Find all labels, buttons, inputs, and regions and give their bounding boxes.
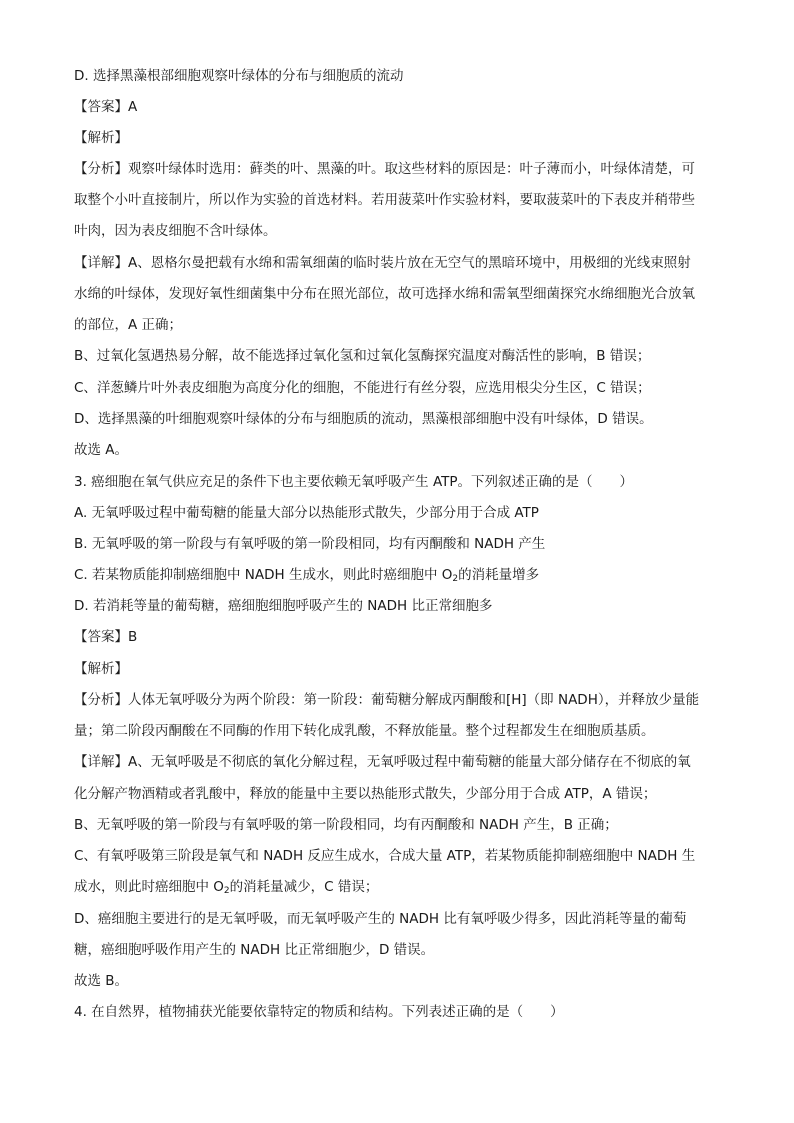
q2-xiangjie-line: 【详解】A、恩格尔曼把载有水绵和需氧细菌的临时装片放在无空气的黑暗环境中，用极细的光线束照射 [74, 255, 691, 271]
q3-analysis-heading: 【解析】 [74, 661, 128, 677]
q3-answer: 【答案】B [74, 629, 138, 645]
q2-option-d: D. 选择黑藻根部细胞观察叶绿体的分布与细胞质的流动 [74, 68, 404, 84]
q2-xiangjie-line: 水绵的叶绿体，发现好氧性细菌集中分布在照光部位，故可选择水绵和需氧型细菌探究水绵细胞光合放氧 [74, 286, 695, 302]
q3-option-a: A. 无氧呼吸过程中葡萄糖的能量大部分以热能形式散失，少部分用于合成 ATP [74, 505, 539, 521]
q3-xiangjie-line: 【详解】A、无氧呼吸是不彻底的氧化分解过程，无氧呼吸过程中葡萄糖的能量大部分储存在不彻底的氧 [74, 754, 691, 770]
q3-xiangjie-text: 的消耗量减少，C 错误； [229, 879, 379, 895]
q3-option-c [74, 565, 734, 589]
q3-xiangjie-line: 糖，癌细胞呼吸作用产生的 NADH 比正常细胞少，D 错误。 [74, 942, 435, 958]
q2-xiangjie-line: 的部位，A 正确； [74, 317, 183, 333]
subscript: 2 [452, 574, 459, 584]
q3-xiangjie-line [74, 877, 734, 901]
q3-fenxi-line: 量；第二阶段丙酮酸在不同酶的作用下转化成乳酸，不释放能量。整个过程都发生在细胞质基质。 [74, 723, 655, 739]
q2-xiangjie-line: B、过氧化氢遇热易分解，故不能选择过氧化氢和过氧化氢酶探究温度对酶活性的影响，B 错误； [74, 348, 651, 364]
q2-xiangjie-line: C、洋葱鳞片叶外表皮细胞为高度分化的细胞，不能进行有丝分裂，应选用根尖分生区，C 错误； [74, 380, 651, 396]
q3-option-c-text: C. 若某物质能抑制癌细胞中 NADH 生成水，则此时癌细胞中 O [74, 567, 453, 583]
q3-xiangjie-line: 化分解产物酒精或者乳酸中，释放的能量中主要以热能形式散失，少部分用于合成 ATP，A 错误； [74, 786, 657, 802]
q2-fenxi-line: 【分析】观察叶绿体时选用：藓类的叶、黑藻的叶。取这些材料的原因是：叶子薄而小，叶绿体清楚，可 [74, 161, 695, 177]
q2-conclusion: 故选 A。 [74, 442, 129, 458]
q3-option-b: B. 无氧呼吸的第一阶段与有氧呼吸的第一阶段相同，均有丙酮酸和 NADH 产生 [74, 536, 546, 552]
q2-xiangjie-line: D、选择黑藻的叶细胞观察叶绿体的分布与细胞质的流动，黑藻根部细胞中没有叶绿体，D 错误。 [74, 411, 653, 427]
subscript: 2 [223, 886, 230, 896]
q3-option-d: D. 若消耗等量的葡萄糖，癌细胞细胞呼吸产生的 NADH 比正常细胞多 [74, 598, 493, 614]
q2-fenxi-line: 取整个小叶直接制片，所以作为实验的首选材料。若用菠菜叶作实验材料，要取菠菜叶的下表皮并稍带些 [74, 192, 695, 208]
q3-xiangjie-text: 成水，则此时癌细胞中 O [74, 879, 224, 895]
q2-fenxi-line: 叶肉，因为表皮细胞不含叶绿体。 [74, 223, 277, 239]
q3-fenxi-line: 【分析】人体无氧呼吸分为两个阶段：第一阶段：葡萄糖分解成丙酮酸和[H]（即 NADH），并释放少量能 [74, 692, 700, 708]
q3-option-c-text: 的消耗量增多 [458, 567, 540, 583]
q3-xiangjie-line: B、无氧呼吸的第一阶段与有氧呼吸的第一阶段相同，均有丙酮酸和 NADH 产生，B 正确； [74, 817, 618, 833]
q2-analysis-heading: 【解析】 [74, 130, 128, 146]
q3-xiangjie-line: D、癌细胞主要进行的是无氧呼吸，而无氧呼吸产生的 NADH 比有氧呼吸少得多，因此消耗等量的葡萄 [74, 911, 687, 927]
q4-stem: 4. 在自然界，植物捕获光能要依靠特定的物质和结构。下列表述正确的是（ ） [74, 1004, 564, 1020]
q3-conclusion: 故选 B。 [74, 973, 129, 989]
q3-xiangjie-line: C、有氧呼吸第三阶段是氧气和 NADH 反应生成水，合成大量 ATP，若某物质能抑制癌细胞中 NADH 生 [74, 848, 696, 864]
q2-answer: 【答案】A [74, 99, 138, 115]
q3-stem: 3. 癌细胞在氧气供应充足的条件下也主要依赖无氧呼吸产生 ATP。下列叙述正确的是（ ） [74, 474, 634, 490]
